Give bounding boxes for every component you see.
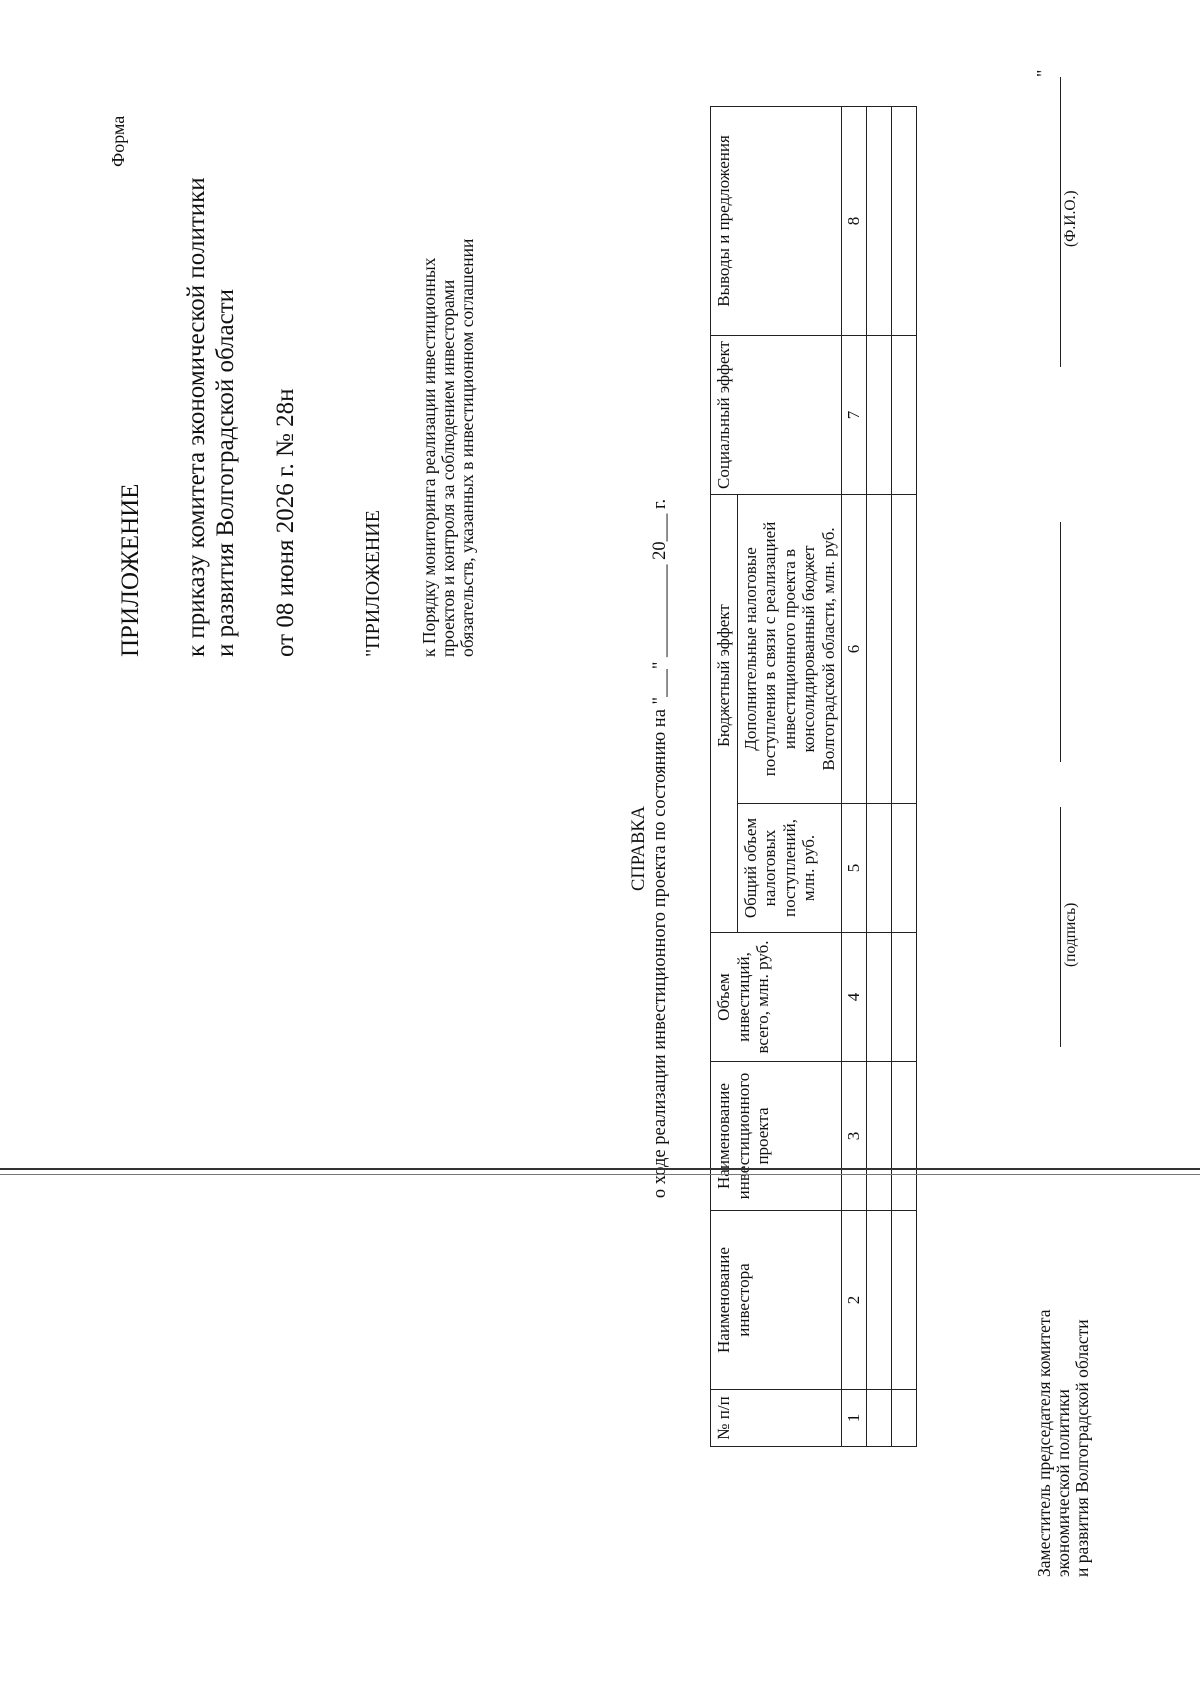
name-caption: (Ф.И.О.): [1062, 190, 1079, 247]
table-cell[interactable]: [892, 933, 917, 1062]
name-line-extended: [1060, 77, 1061, 367]
position-line-1: Заместитель председателя комитета: [1034, 1309, 1054, 1577]
table-cell[interactable]: [892, 336, 917, 495]
table-row: [867, 107, 892, 1447]
column-number: 7: [842, 336, 867, 495]
order-line-2: и развития Волгоградской области: [212, 288, 239, 657]
document-title: СПРАВКА: [629, 805, 649, 892]
table-cell[interactable]: [892, 1062, 917, 1211]
report-table: [710, 106, 917, 1447]
procedure-line-3: обязательств, указанных в инвестиционном соглашении: [457, 238, 477, 657]
table-cell[interactable]: [867, 1211, 892, 1390]
table-cell[interactable]: [892, 804, 917, 933]
name-line: [1060, 522, 1061, 762]
bottom-border-thin: [0, 1174, 1200, 1175]
header-additional-tax: Дополнительные налоговые поступления в связи с реализацией инвестиционного проекта в консолидированный бюджет Волгоградской области, млн. руб.: [737, 495, 842, 804]
bottom-border: [0, 1168, 1200, 1170]
position-line-2: экономической политики: [1053, 1389, 1073, 1577]
table-cell[interactable]: [867, 1390, 892, 1447]
table-cell[interactable]: [892, 1211, 917, 1390]
procedure-reference: [420, 239, 477, 657]
table-cell[interactable]: [867, 336, 892, 495]
table-cell[interactable]: [867, 804, 892, 933]
table-cell[interactable]: [867, 933, 892, 1062]
order-date: от 08 июня 2026 г. № 28н: [272, 388, 299, 657]
column-number: 3: [842, 1062, 867, 1211]
column-number: 5: [842, 804, 867, 933]
procedure-line-1: к Порядку мониторинга реализации инвестиционных: [419, 257, 439, 657]
column-number: 4: [842, 933, 867, 1062]
table-number-row: [842, 107, 867, 1447]
table-cell[interactable]: [867, 495, 892, 804]
header-budget-effect: Бюджетный эффект: [711, 495, 738, 933]
header-social-effect: Социальный эффект: [711, 336, 842, 495]
appendix-title-2: "ПРИЛОЖЕНИЕ: [362, 510, 384, 657]
header-total-tax: Общий объем налоговых поступлений, млн. руб.: [737, 804, 842, 933]
form-label: Форма: [108, 115, 128, 167]
signatory-position: [1035, 1310, 1092, 1577]
table-row: [892, 107, 917, 1447]
column-number: 6: [842, 495, 867, 804]
table-cell[interactable]: [892, 107, 917, 336]
order-line-1: к приказу комитета экономической политики: [183, 177, 210, 657]
table-header-row: [711, 107, 738, 1447]
header-project: Наименование инвестиционного проекта: [711, 1062, 842, 1211]
column-number: 8: [842, 107, 867, 336]
header-investment-volume: Объем инвестиций, всего, млн. руб.: [711, 933, 842, 1062]
table-cell[interactable]: [892, 495, 917, 804]
header-investor: Наименование инвестора: [711, 1211, 842, 1390]
table-cell[interactable]: [867, 107, 892, 336]
table-cell[interactable]: [867, 1062, 892, 1211]
document-subtitle: о ходе реализации инвестиционного проекта по состоянию на "___" __________ 20___ г.: [650, 498, 670, 1199]
position-line-3: и развития Волгоградской области: [1072, 1319, 1092, 1577]
order-reference: [182, 177, 240, 657]
procedure-line-2: проектов и контроля за соблюдением инвесторами: [438, 279, 458, 657]
table-cell[interactable]: [892, 1390, 917, 1447]
signature-line: [1060, 807, 1061, 1047]
header-conclusions: Выводы и предложения: [711, 107, 842, 336]
signature-caption: (подпись): [1062, 902, 1079, 967]
column-number: 1: [842, 1390, 867, 1447]
header-number: № п/п: [711, 1390, 842, 1447]
closing-quote: ": [1033, 69, 1053, 77]
appendix-title: ПРИЛОЖЕНИЕ: [117, 483, 144, 657]
column-number: 2: [842, 1211, 867, 1390]
